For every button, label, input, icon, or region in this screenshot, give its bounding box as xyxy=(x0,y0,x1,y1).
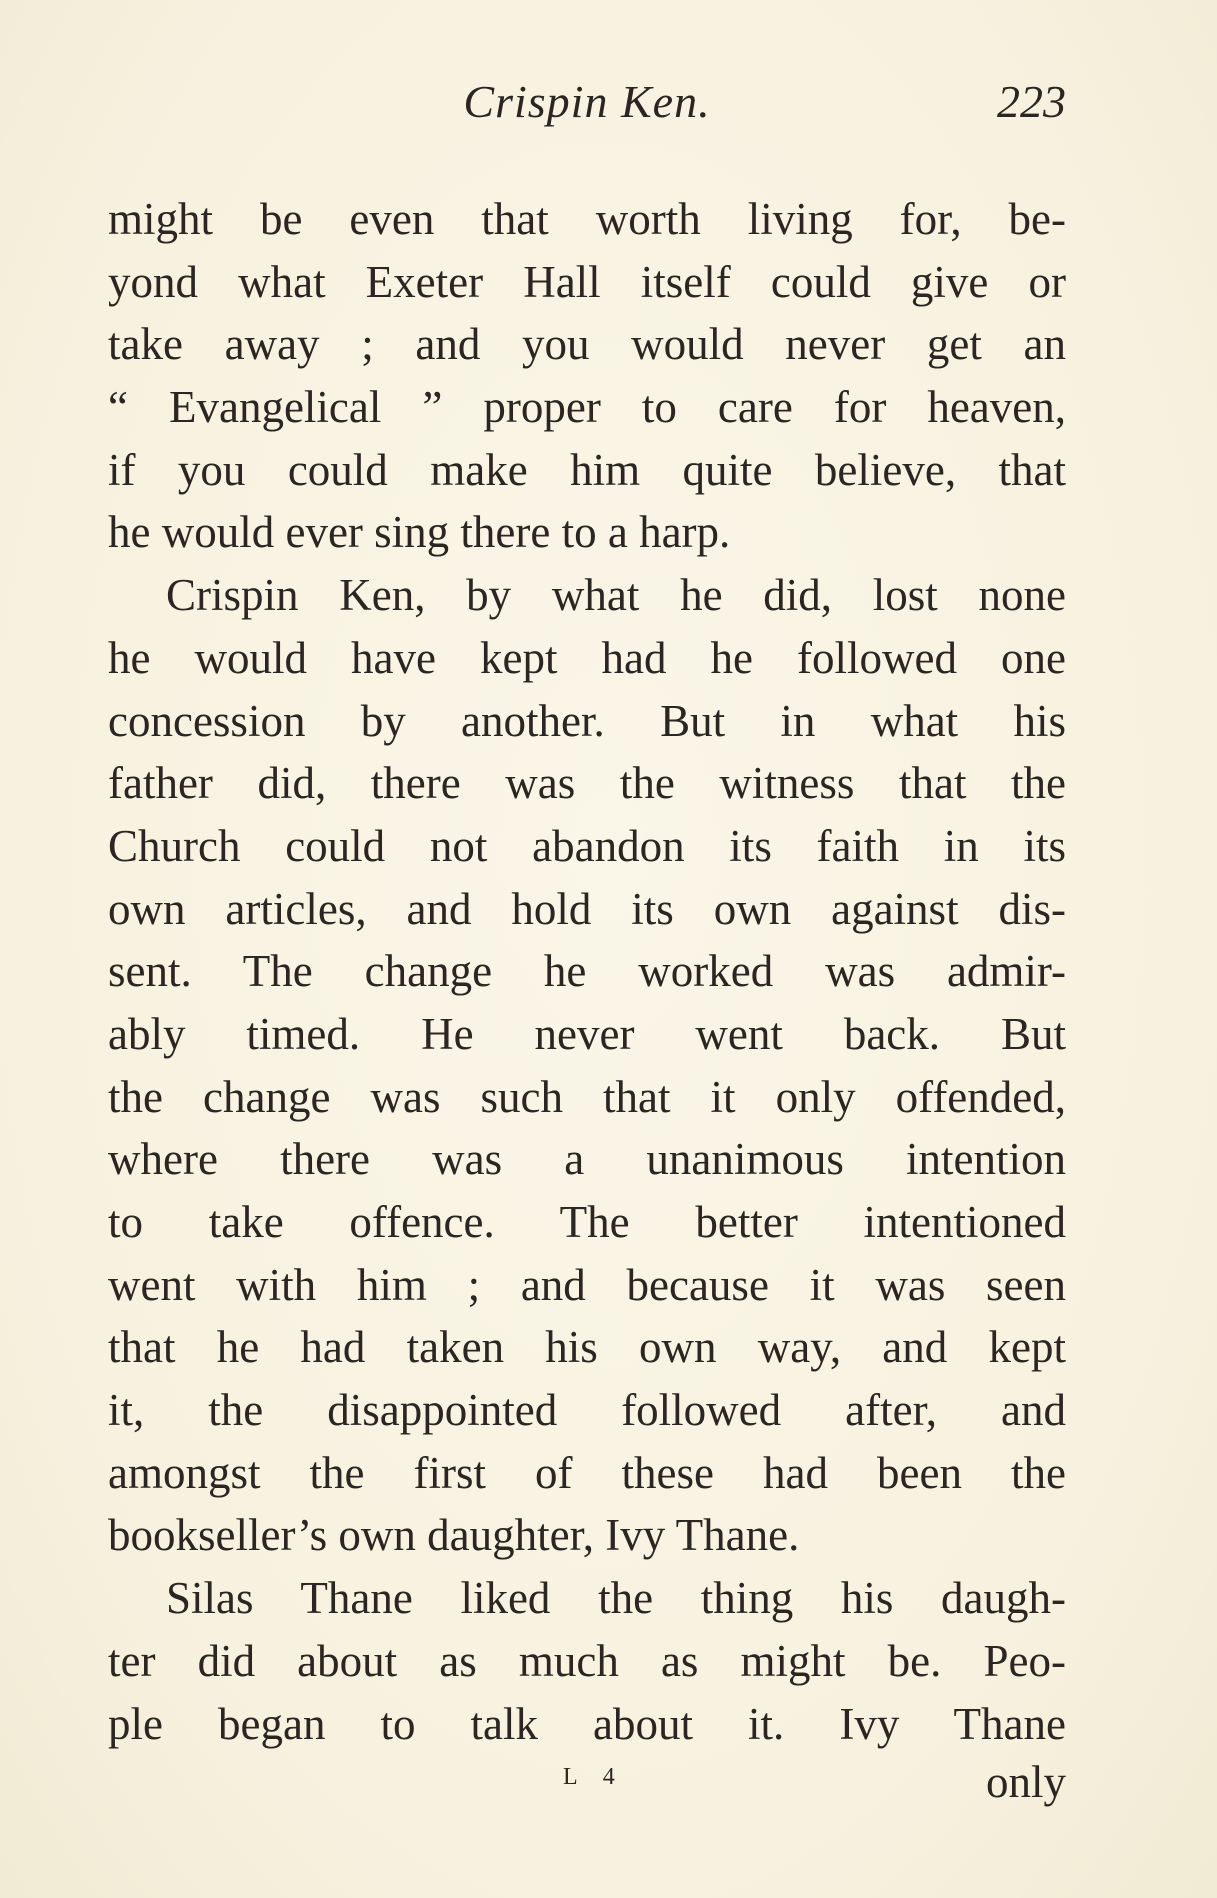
text-line: sent. The change he worked was admir- xyxy=(108,946,1066,997)
text-line: to take offence. The better intentioned xyxy=(108,1197,1066,1247)
text-line: Crispin Ken, by what he did, lost none xyxy=(166,570,1066,621)
text-line: concession by another. But in what his xyxy=(108,695,1066,746)
text-line: he would have kept had he followed one xyxy=(108,632,1066,683)
running-title: Crispin Ken. xyxy=(463,76,711,127)
body-text xyxy=(108,188,1066,1755)
text-line: ple began to talk about it. Ivy Thane xyxy=(108,1698,1066,1749)
text-line: amongst the first of these had been the xyxy=(108,1447,1066,1498)
text-line: it, the disappointed followed after, and xyxy=(108,1385,1066,1436)
text-line: father did, there was the witness that the xyxy=(108,758,1066,809)
text-line: take away ; and you would never get an xyxy=(108,319,1066,370)
catchword: only xyxy=(985,1757,1066,1807)
text-line: ably timed. He never went back. But xyxy=(108,1008,1066,1059)
text-line: if you could make him quite believe, that xyxy=(108,444,1066,495)
text-line: the change was such that it only offended, xyxy=(108,1071,1066,1122)
text-line: “ Evangelical ” proper to care for heaven, xyxy=(108,382,1066,433)
text-line: might be even that worth living for, be- xyxy=(108,194,1066,244)
text-line: bookseller’s own daughter, Ivy Thane. xyxy=(108,1510,800,1561)
text-line: went with him ; and because it was seen xyxy=(108,1259,1066,1310)
page-number: 223 xyxy=(997,76,1066,127)
running-head xyxy=(108,72,1066,132)
page-footer xyxy=(108,1752,1066,1812)
text-line: yond what Exeter Hall itself could give or xyxy=(108,256,1066,307)
text-line: that he had taken his own way, and kept xyxy=(108,1322,1066,1373)
text-line: own articles, and hold its own against dis- xyxy=(108,883,1066,934)
text-line: ter did about as much as might be. Peo- xyxy=(108,1635,1066,1686)
text-line: he would ever sing there to a harp. xyxy=(108,507,731,558)
text-line: where there was a unanimous intention xyxy=(108,1134,1066,1185)
signature-mark: L 4 xyxy=(563,1764,625,1790)
text-line: Silas Thane liked the thing his daugh- xyxy=(166,1573,1066,1624)
text-line: Church could not abandon its faith in its xyxy=(108,820,1066,871)
